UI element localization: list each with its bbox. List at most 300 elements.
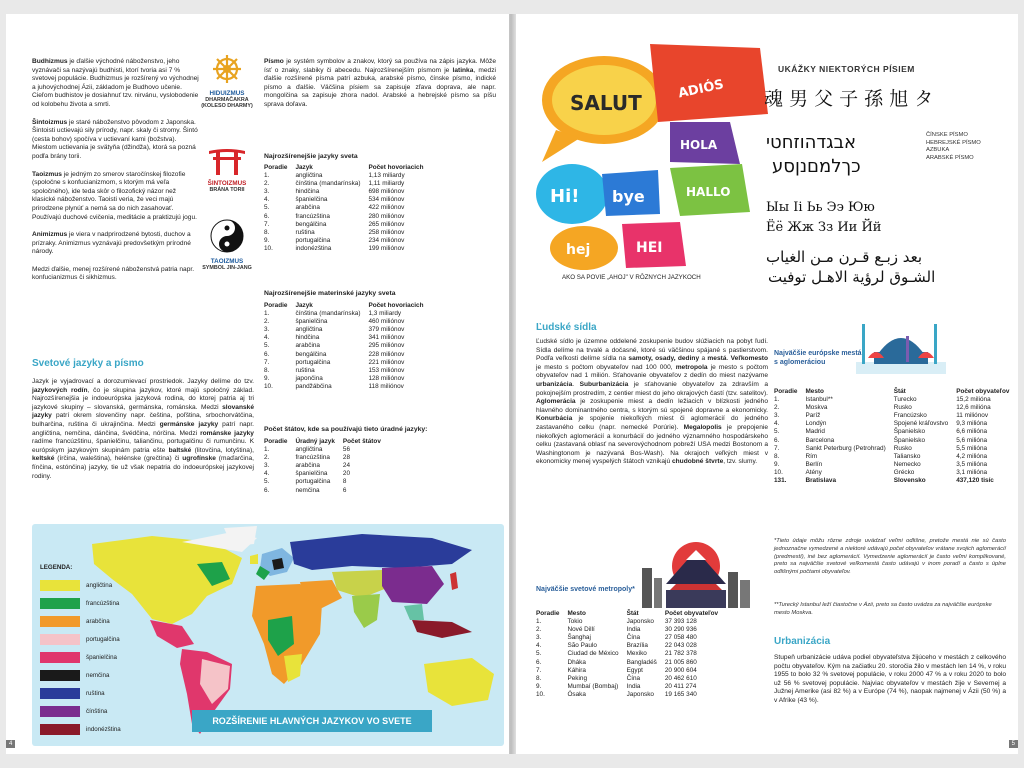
table-cell: Rusko <box>893 404 912 412</box>
table-cell: 2. <box>264 318 270 326</box>
table-cell: Bratislava <box>805 477 837 485</box>
scripts-title: UKÁŽKY NIEKTORÝCH PÍSIEM <box>778 64 915 74</box>
table-cell: Sankt Peterburg (Petrohrad) <box>805 444 886 452</box>
table-cell: 379 miliónov <box>368 326 405 334</box>
table-cell: 128 miliónov <box>368 374 405 382</box>
label-chinese: ČÍNSKE PÍSMO <box>926 132 968 138</box>
table-cell: arabčina <box>295 204 320 212</box>
table-cell: angličtina <box>295 446 323 454</box>
table-row <box>264 213 432 221</box>
table-cell: Barcelona <box>805 436 835 444</box>
table-title-official: Počet štátov, kde sa používajú tieto úradné jazyky: <box>264 426 428 433</box>
table-cell: španielčina <box>295 196 328 204</box>
table-cell: čínština (mandarínska) <box>295 180 361 188</box>
legend-swatch <box>40 634 80 645</box>
table-cell: 422 miliónov <box>368 204 405 212</box>
european-table-title: Najväčšie európske mestá s aglomeráciou <box>774 350 862 366</box>
table-row <box>264 318 432 326</box>
table-cell: 9. <box>264 236 270 244</box>
table-cell: španielčina <box>295 470 328 478</box>
bubble-label-7: HEI <box>636 240 663 256</box>
european-note-1: *Tieto údaje môžu rôzne zdroje uvádzať veľmi odlišne, pretože mestá nie sú často jednoznačne vymedzené a niektoré udávajú počet obyvateľov vrátane svojich aglomerácií (predmestí), iné bez aglomerácií. Vymedzenie aglomerácií je často veľmi komplikované, preto sa najväčšie svetové veľkomestá často udávajú v inom poradí a často s úplne odlišnými počtami obyvateľov. <box>774 538 1006 576</box>
table-row <box>774 437 1017 445</box>
table-cell: Šanghaj <box>567 634 591 642</box>
table-cell: 1. <box>536 618 542 626</box>
table-row <box>536 691 726 699</box>
table-cell: 437,120 tisíc <box>956 477 994 485</box>
table-row <box>536 618 726 626</box>
label-cyrillic: AZBUKA <box>926 147 950 154</box>
table-cell: 30 290 936 <box>664 626 697 634</box>
table-cell: 9. <box>264 374 270 382</box>
table-cell: bengálčina <box>295 220 327 228</box>
table-cell: 8. <box>264 228 270 236</box>
bubble-label-1: ADIÓS <box>676 77 726 102</box>
legend-label: nemčina <box>86 671 110 679</box>
legend-swatch <box>40 598 80 609</box>
bubble-label-2: HOLA <box>680 138 718 152</box>
table-cell: 5. <box>264 478 270 486</box>
legend-item <box>40 666 121 684</box>
shinto-sublabel: BRÁNA TORII <box>209 187 245 194</box>
section-heading-urbanization: Urbanizácia <box>774 636 831 647</box>
table-cell: 1,13 miliardy <box>368 172 405 180</box>
page-number-right: 5 <box>1009 740 1018 748</box>
table-cell: Madrid <box>805 428 825 436</box>
table-row <box>536 667 726 675</box>
table-cell: 3,5 milióna <box>956 460 988 468</box>
script-text: Písmo je systém symbolov a znakov, ktorý sa používa na zápis jazyka. Môže ísť o znaky, slabiky či abecedu. Najrozšírenejším písmom je latinka, medzi ďalšie rozšírené písma patrí azbuka, arabské písmo, čínske písmo, indické písmo a ďalšie. Väčšina písiem sa zapisuje zľava doprava, ale napr. mongolčina sa zapisuje zhora nadol. Arabské a hebrejské písmo sa píšu sprava doľava. <box>264 58 496 108</box>
table-cell: 4. <box>774 420 780 428</box>
table-row <box>774 445 1017 453</box>
table-cell: 8. <box>774 452 780 460</box>
table-row <box>264 462 389 470</box>
table-cell: 28 <box>342 454 350 462</box>
table-cell: 20 900 604 <box>664 666 697 674</box>
table-row <box>774 396 1017 404</box>
table-cell: Brazília <box>626 642 648 650</box>
table-cell: Atény <box>805 468 822 476</box>
table-cell: arabčina <box>295 342 320 350</box>
table-row <box>774 453 1017 461</box>
table-cell: 8. <box>264 366 270 374</box>
table-cell: Moskva <box>805 404 828 412</box>
table-cell: arabčina <box>295 462 320 470</box>
table-cell: 10. <box>264 382 273 390</box>
bubble-label-3: Hi! <box>550 186 580 207</box>
table-row <box>264 478 389 486</box>
table-cell: 20 <box>342 470 350 478</box>
table-cell: Nové Dillí <box>567 626 595 634</box>
urbanization-text: Stupeň urbanizácie udáva podiel obyvateľstva žijúceho v mestách z celkového počtu obyvateľov. Kým na začiatku 20. storočia žilo v mestách len 14 %, v roku 1955 to bolo 32 % svetovej populácie, v roku 2000 47 % a v roku 2020 to bolo už 56 % svetovej populácie. Najviac obyvateľov v mestách žije v Severnej a Južnej Amerike (asi 82 %) a v Európe (74 %), naopak najmenej v Ázii (50 %) a v Afrike (43 %). <box>774 654 1006 704</box>
legend-item <box>40 630 121 648</box>
table-cell: Ciudad de México <box>567 650 619 658</box>
taoism-label: TAOIZMUS <box>210 258 244 265</box>
table-cell: 20 462 610 <box>664 674 697 682</box>
legend-item <box>40 720 121 738</box>
table-header-cell: Počet hovoriacich <box>368 302 424 309</box>
table-cell: Istanbul** <box>805 396 833 404</box>
table-cell: Turecko <box>893 396 917 404</box>
table-cell: 7. <box>536 666 542 674</box>
table-cell: 3. <box>264 462 270 470</box>
table-cell: angličtina <box>295 172 323 180</box>
bubble-label-5: HALLO <box>686 185 731 199</box>
legend-swatch <box>40 652 80 663</box>
legend-swatch <box>40 688 80 699</box>
table-cell: portugalčina <box>295 358 331 366</box>
table-row <box>774 461 1017 469</box>
table-header-cell: Poradie <box>264 438 288 445</box>
table-row <box>264 196 432 204</box>
table-cell: India <box>626 626 641 634</box>
table-cell: 280 miliónov <box>368 212 405 220</box>
table-cell: Čína <box>626 674 641 682</box>
metropolis-table <box>536 610 726 699</box>
table-row <box>264 375 432 383</box>
hinduism-sublabel: DHARMAČAKRA (KOLESO DHARMY) <box>201 97 253 110</box>
hebrew-script-sample-1: אבגדהוזחטי <box>766 132 857 153</box>
torii-gate-icon <box>201 146 253 176</box>
legend-title: LEGENDA: <box>40 564 73 571</box>
page-number-left: 4 <box>6 740 15 748</box>
legend-label: portugalčina <box>86 635 120 643</box>
table-cell: 131. <box>774 477 787 485</box>
legend-swatch <box>40 616 80 627</box>
table-cell: 4. <box>264 470 270 478</box>
table-cell: 8. <box>536 674 542 682</box>
table-row <box>264 383 432 391</box>
table-row <box>264 172 432 180</box>
table-header-cell: Štát <box>626 610 639 617</box>
cyrillic-script-sample-1: Ыы Іі Ьь Ээ Юю <box>766 200 875 215</box>
table-cell: 118 miliónov <box>368 382 404 390</box>
legend-item <box>40 702 121 720</box>
table-cell: 4. <box>264 196 270 204</box>
table-cell: 4. <box>264 334 270 342</box>
table-cell: 3. <box>264 326 270 334</box>
table-cell: 6. <box>264 486 270 494</box>
table-header-cell: Jazyk <box>295 164 313 171</box>
table-cell: Japonsko <box>626 618 654 626</box>
table-row <box>264 351 432 359</box>
legend-swatch <box>40 706 80 717</box>
table-cell: 12,6 milióna <box>956 404 991 412</box>
table-cell: Francúzsko <box>893 412 927 420</box>
table-row <box>536 650 726 658</box>
table-cell: Tokio <box>567 618 583 626</box>
table-cell: 21 005 860 <box>664 658 697 666</box>
table-cell: 5. <box>264 204 270 212</box>
table-cell: hindčina <box>295 188 320 196</box>
table-row <box>264 310 432 318</box>
table-cell: 295 miliónov <box>368 342 405 350</box>
table-header-cell: Poradie <box>536 610 560 617</box>
legend-label: španielčina <box>86 653 117 661</box>
table-row <box>774 428 1017 436</box>
table-cell: Rím <box>805 452 818 460</box>
table-cell: 4. <box>536 642 542 650</box>
table-row <box>264 359 432 367</box>
table-cell: 8 <box>342 478 347 486</box>
bubble-label-4: bye <box>612 187 645 206</box>
arabic-script-sample-2: الشـوق لرؤية الاهـل توفيت <box>768 268 936 286</box>
language-map <box>32 524 504 746</box>
table-row <box>264 326 432 334</box>
legend-item <box>40 648 121 666</box>
table-header-cell: Úradný jazyk <box>295 438 335 445</box>
table-cell: Ósaka <box>567 690 586 698</box>
table-cell: Peking <box>567 674 587 682</box>
bubble-label-6: hej <box>566 242 591 258</box>
table-cell: japončina <box>295 374 323 382</box>
table-cell: 153 miliónov <box>368 366 405 374</box>
table-cell: 56 <box>342 446 350 454</box>
legend-swatch <box>40 580 80 591</box>
table-row <box>264 367 432 375</box>
table-cell: 6. <box>774 436 780 444</box>
table-cell: India <box>626 682 641 690</box>
table-row <box>774 404 1017 412</box>
table-cell: 1. <box>774 396 780 404</box>
table-cell: 2. <box>264 454 270 462</box>
paragraph-other-religions: Medzi ďalšie, menej rozšírené náboženstvá patria napr. konfucianizmus či sikhizmus. <box>32 265 195 282</box>
table-cell: 1. <box>264 446 270 454</box>
table-row <box>264 487 389 495</box>
languages-text: Jazyk je vyjadrovací a dorozumievací prostriedok. Jazyky delíme do tzv. jazykových rodín, čo je skupina jazykov, ktoré majú spoločný základ. Najrozšírenejšia je indoeurópska jazyková rodina, do ktorej patria aj tri jazykové skupiny – slovanská, germánska, románska. Medzi slovanské jazyky patrí okrem slovenčiny napr. čeština, poľština, srbochorvátčina, bulharčina, ruština či ukrajinčina. Medzi germánske jazyky patrí napr. angličtina, nemčina, dánčina, švédčina, nórčina. Medzi románske jazyky radíme francúzštinu, španielčinu, taliančinu, portugalčinu či rumunčinu. K európskym jazykovým skupinám patria ešte baltské (litovčina, lotyština), keltské (írčina, waleština), helénske (grečtina) či ugrofínske (maďarčina, fínčina, estónčina) jazyky, tie už však nepatria do indoeurópskej jazykovej rodiny. <box>32 378 254 480</box>
table-cell: francúzština <box>295 212 330 220</box>
table-cell: angličtina <box>295 326 323 334</box>
table-cell: Španielsko <box>893 436 925 444</box>
hebrew-script-sample-2: כךלמםנןסע <box>772 156 861 177</box>
table-cell: Rusko <box>893 444 912 452</box>
table-cell: Spojené kráľovstvo <box>893 420 949 428</box>
table-cell: Bangladéš <box>626 658 657 666</box>
table-row <box>536 642 726 650</box>
table-cell: 5. <box>774 428 780 436</box>
table-row <box>264 237 432 245</box>
table-row <box>536 675 726 683</box>
chinese-script-sample: 魂 男 父 子 孫 旭 タ <box>764 88 934 110</box>
table-cell: čínština (mandarínska) <box>295 310 361 318</box>
table-cell: 698 miliónov <box>368 188 405 196</box>
table-cell: 19 165 340 <box>664 690 697 698</box>
table-cell: ruština <box>295 228 315 236</box>
table-cell: 258 miliónov <box>368 228 405 236</box>
table-cell: 534 miliónov <box>368 196 405 204</box>
legend-item <box>40 576 121 594</box>
table-cell: Paríž <box>805 412 821 420</box>
legend-label: ruština <box>86 689 105 697</box>
table-cell: Čína <box>626 634 641 642</box>
table-cell: 7. <box>774 444 780 452</box>
table-row <box>774 477 1017 485</box>
table-cell: 22 043 028 <box>664 642 697 650</box>
table-cell: 6,6 milióna <box>956 428 988 436</box>
table-row <box>264 334 432 342</box>
hinduism-label: HIDUIZMUS <box>209 90 245 97</box>
table-cell: 21 782 378 <box>664 650 697 658</box>
table-cell: 15,2 milióna <box>956 396 991 404</box>
table-header-cell: Poradie <box>774 388 798 395</box>
table-title-languages: Najrozšírenejšie jazyky sveta <box>264 153 358 160</box>
table-cell: 10. <box>774 468 783 476</box>
table-cell: 9. <box>536 682 542 690</box>
table-row <box>264 229 432 237</box>
table-header-cell: Počet hovoriacich <box>368 164 424 171</box>
table-cell: 6 <box>342 486 347 494</box>
table-cell: Mexiko <box>626 650 647 658</box>
label-hebrew: HEBREJSKÉ PÍSMO <box>926 139 981 146</box>
table-header-cell: Štát <box>893 388 906 395</box>
table-cell: 7. <box>264 358 270 366</box>
map-legend <box>40 564 121 738</box>
table-cell: 6. <box>264 350 270 358</box>
table-cell: 4,2 milióna <box>956 452 988 460</box>
table-row <box>264 454 389 462</box>
table-cell: 5. <box>536 650 542 658</box>
arabic-script-sample-1: بعد زبـع قـرن مـن الغياب <box>766 248 923 266</box>
table-cell: 10. <box>264 244 273 252</box>
bubbles-caption: AKO SA POVIE „AHOJ" V RÔZNYCH JAZYKOCH <box>562 274 701 281</box>
table-header-cell: Poradie <box>264 302 288 309</box>
table-cell: Grécko <box>893 468 915 476</box>
section-heading-settlements: Ľudské sídla <box>536 322 597 333</box>
legend-swatch <box>40 670 80 681</box>
european-note-2: **Turecký Istanbul leží čiastočne v Ázii, preto sa často uvádza za najväčšie európske mesto Moskva. <box>774 602 992 616</box>
table-cell: São Paulo <box>567 642 597 650</box>
table-cell: 7. <box>264 220 270 228</box>
table-cell: 234 miliónov <box>368 236 405 244</box>
table-cell: ruština <box>295 366 315 374</box>
table-cell: 5,5 milióna <box>956 444 988 452</box>
table-cell: 2. <box>264 180 270 188</box>
legend-label: arabčina <box>86 617 110 625</box>
table-cell: 9,3 milióna <box>956 420 988 428</box>
table-cell: 3. <box>264 188 270 196</box>
table-row <box>774 469 1017 477</box>
table-cell: Slovensko <box>893 477 926 485</box>
legend-item <box>40 612 121 630</box>
table-cell: Londýn <box>805 420 827 428</box>
table-cell: 1. <box>264 172 270 180</box>
table-row <box>264 204 432 212</box>
table-official <box>264 438 389 495</box>
bubble-label-0: SALUT <box>570 91 642 115</box>
table-cell: 20 411 274 <box>664 682 697 690</box>
settlements-text: Ľudské sídlo je územne oddelené zoskupenie budov slúžiacich na pobyt ľudí. Sídla delíme na trvalé a dočasné, ktoré sú väčšinou spájané s pastierstvom. Podľa veľkosti delíme sídla na samoty, osady, dediny a mestá. Veľkomesto je mesto s počtom obyvateľov nad 100 000, metropola je mesto s počtom obyvateľov nad 1 milión. Sťahovanie obyvateľov z dedín do miest nazývame urbanizácia. Suburbanizácia je sťahovanie obyvateľov za zdravším a pokojnejším prostredím, z centier miest do jeho okrajových častí (tzv. satelitov). Aglomerácia je zoskupenie miest a dedín ležiacich v blízkosti jedného hlavného dominantného centra, s ktorým sú spojené dopravne a ekonomicky. Konurbácia je spojenie niekoľkých miest či aglomerácií do jedného zastavaného celku (napr. nemecké Porúrie). Megalopolis je prepojenie niekoľkých aglomerácií a konurbácií do jedného významného hospodárskeho celku (zastavaná oblasť na severovýchodnom pobreží USA medzi Bostonom a Washingtonom je nazývaná Bos-Wash). Na okrajoch veľkých miest v ekonomicky menej vyspelých štátoch vznikajú chudobné štvrte, tzv. slumy. <box>536 338 768 466</box>
table-cell: 341 miliónov <box>368 334 405 342</box>
paragraph-taoism: Taoizmus je jedným zo smerov staročínskej filozofie (spoločne s konfucianizmom, s ktorým má veľa spoločného), ide teda skôr o filozofický názor než klasické náboženstvo. Taoisti veria, že veci majú prirodzene plynúť a nemá sa do nich zasahovať. Používajú duchové cvičenia, meditácie a praktizujú jogu. <box>32 170 197 221</box>
table-cell: Španielsko <box>893 428 925 436</box>
taoism-symbol <box>201 218 253 271</box>
table-cell: pandžábčina <box>295 382 332 390</box>
table-header-cell: Jazyk <box>295 302 313 309</box>
table-native <box>264 302 432 391</box>
table-cell: 3. <box>774 412 780 420</box>
table-row <box>264 245 432 253</box>
yin-yang-icon <box>201 218 253 254</box>
table-row <box>536 634 726 642</box>
table-row <box>264 180 432 188</box>
table-header-cell: Počet štátov <box>342 438 381 445</box>
paragraph-shinto: Šintoizmus je staré náboženstvo pôvodom z Japonska. Šintoisti uctievajú sily prírody, napr. skaly či stromy. Šintó (cesta bohov) spočíva v uctievaní kami (božstva). Miestom uctievania je svätyňa (džindža), ktorá sa pozná podľa brány torii. <box>32 118 198 160</box>
table-cell: Nemecko <box>893 460 921 468</box>
table-cell: bengálčina <box>295 350 327 358</box>
label-arabic: ARABSKÉ PÍSMO <box>926 154 974 161</box>
paragraph-buddhism: Budhizmus je ďalšie východné náboženstvo, jeho vyznávači sa nazývajú budhisti, ktorí tvoria asi 7 % svetovej populácie. Budhizmus je rozšírený vo východnej a juhovýchodnej Ázii, základom je Budhovo učenie. Cieľom budhistov je dosiahnuť tzv. nirvánu, vyslobodenie od kolobehu života a smrti. <box>32 58 199 108</box>
table-cell: 24 <box>342 462 350 470</box>
table-cell: Mumbaí (Bombaj) <box>567 682 619 690</box>
table-cell: 6. <box>536 658 542 666</box>
table-cell: 6. <box>264 212 270 220</box>
map-title-banner: ROZŠÍRENIE HLAVNÝCH JAZYKOV VO SVETE <box>192 710 432 732</box>
shinto-symbol <box>201 146 253 193</box>
table-cell: 11 miliónov <box>956 412 989 420</box>
legend-label: angličtina <box>86 581 113 589</box>
table-cell: 221 miliónov <box>368 358 405 366</box>
table-row <box>536 683 726 691</box>
shinto-label: ŠINTOIZMUS <box>207 180 247 187</box>
table-row <box>264 446 389 454</box>
table-cell: hindčina <box>295 334 320 342</box>
table-cell: nemčina <box>295 486 320 494</box>
table-header-cell: Poradie <box>264 164 288 171</box>
table-header-cell: Mesto <box>805 388 824 395</box>
istanbul-skyline-illustration <box>856 314 946 374</box>
legend-label: čínština <box>86 707 108 715</box>
table-cell: 27 058 480 <box>664 634 697 642</box>
table-row <box>264 221 432 229</box>
table-cell: portugalčina <box>295 478 331 486</box>
dharma-wheel-icon <box>201 52 253 86</box>
table-languages <box>264 164 432 253</box>
table-cell: 228 miliónov <box>368 350 405 358</box>
script-labels <box>926 132 981 162</box>
legend-item <box>40 684 121 702</box>
table-header-cell: Mesto <box>567 610 586 617</box>
table-row <box>774 412 1017 420</box>
taoism-sublabel: SYMBOL JIN-JANG <box>202 265 252 272</box>
table-cell: 460 miliónov <box>368 318 405 326</box>
table-cell: francúzština <box>295 454 330 462</box>
table-cell: 5. <box>264 342 270 350</box>
table-title-native: Najrozšírenejšie materinské jazyky sveta <box>264 290 396 297</box>
religion-column <box>32 58 200 283</box>
legend-item <box>40 594 121 612</box>
cyrillic-script-sample-2: Ёё Жж Зз Ии Йй <box>766 220 882 235</box>
table-cell: 9. <box>774 460 780 468</box>
table-cell: Dháka <box>567 658 586 666</box>
table-cell: 2. <box>536 626 542 634</box>
table-row <box>536 659 726 667</box>
table-cell: portugalčina <box>295 236 331 244</box>
speech-bubbles-graphic <box>530 34 780 274</box>
hinduism-symbol <box>201 52 253 110</box>
table-cell: 1. <box>264 310 270 318</box>
left-page <box>6 14 509 754</box>
right-page <box>516 14 1018 754</box>
european-table <box>774 388 1017 485</box>
table-cell: 2. <box>774 404 780 412</box>
table-header-cell: Počet obyvateľov <box>956 388 1010 395</box>
paragraph-animism: Animizmus je viera v nadprirodzené bytosti, duchov a prízraky. Animizmus vyznávajú predovšetkým prírodné národy. <box>32 231 191 256</box>
table-cell: 1,11 miliardy <box>368 180 405 188</box>
table-row <box>264 188 432 196</box>
tokyo-skyline-illustration <box>636 538 756 608</box>
table-cell: 3. <box>536 634 542 642</box>
greetings-bubbles <box>530 34 780 274</box>
